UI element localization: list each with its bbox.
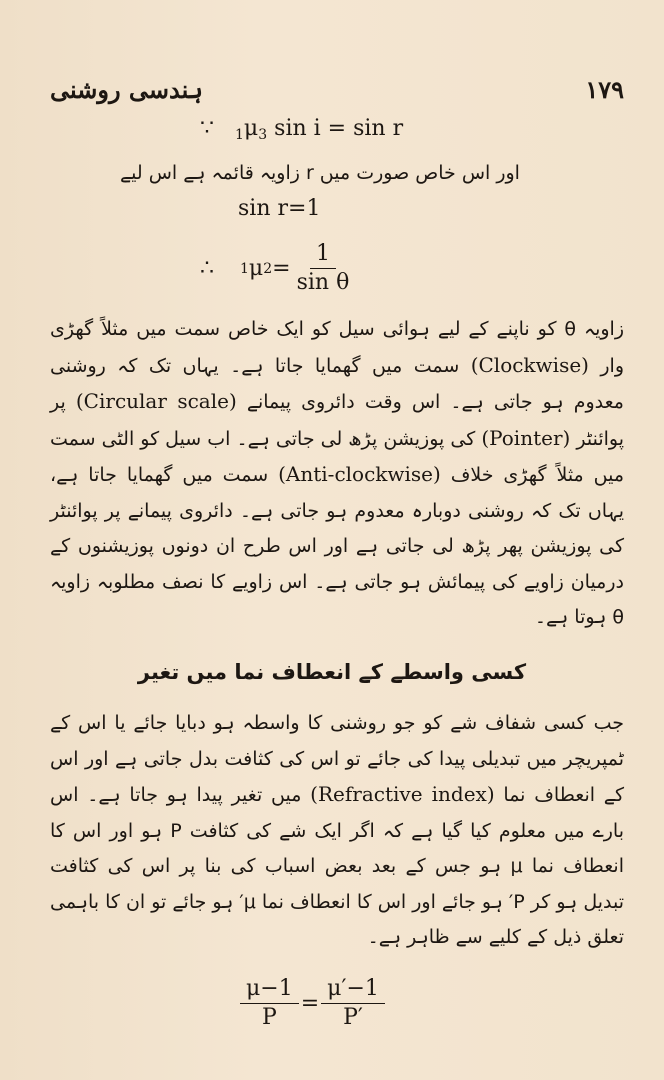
eq3-therefore-symbol: ∴ xyxy=(200,256,214,281)
intro-line: اور اس خاص صورت میں r زاویہ قائمہ ہے اس لیے xyxy=(120,162,520,184)
therefore-symbol: ∵ xyxy=(200,116,214,141)
equation-snell-1-3 xyxy=(200,116,403,143)
eq3-fraction xyxy=(291,240,356,297)
eq3-numerator: 1 xyxy=(310,240,336,269)
term-pointer: (Pointer) xyxy=(481,425,571,450)
paragraph-refractive-index xyxy=(50,706,624,956)
eq1-mu: μ xyxy=(243,116,259,141)
equation-density-relation xyxy=(240,975,385,1032)
term-circular-scale: (Circular scale) xyxy=(75,389,237,413)
eq1-prefix-subscript: 1 xyxy=(235,127,244,143)
page-number: ۱۷۹ xyxy=(585,74,624,104)
final-left-fraction xyxy=(240,975,299,1032)
para2-text-2: میں تغیر پیدا ہو جاتا ہے۔ اس بارے میں معلوم کیا گیا ہے کہ اگر ایک شے کی کثافت P ہو اور اس کا انعطاف نما μ ہو جس کے بعد بعض اسباب کی بنا پر اس کی کثافت تبدیل ہو کر P′ ہو جائے اور اس کا انعطاف نما μ′ ہو جائے تو ان کا باہمی تعلق ذیل کے کلیے سے ظاہر ہے۔ xyxy=(50,784,624,948)
eq1-subscript: 3 xyxy=(258,127,268,143)
para2-text-1: جب کسی شفاف شے کو جو روشنی کا واسطہ ہو دبایا جائے یا اس کے ٹمپریچر میں تبدیلی پیدا کی جائے تو اس کی کثافت بدل جاتی ہے اور اس کے انعطاف نما xyxy=(50,712,624,806)
section-heading: کسی واسطے کے انعطاف نما میں تغیر xyxy=(137,660,527,684)
paragraph-angle-measurement xyxy=(50,312,624,636)
final-left-numerator: μ−1 xyxy=(240,975,299,1004)
eq3-equals: = xyxy=(272,256,291,281)
eq1-rhs: sin i = sin r xyxy=(267,116,404,141)
eq3-prefix-subscript: 1 xyxy=(240,260,249,277)
eq3-subscript: 2 xyxy=(263,260,273,277)
final-right-fraction xyxy=(321,975,385,1032)
eq3-mu: μ xyxy=(248,256,264,281)
para1-text-3: پر پوائنٹر xyxy=(50,391,624,450)
term-refractive-index: (Refractive index) xyxy=(310,782,495,806)
page-header xyxy=(50,72,624,106)
para1-text-1: زاویہ θ کو ناپنے کے لیے ہوائی سیل کو ایک خاص سمت میں مثلاً گھڑی وار xyxy=(50,318,624,377)
final-right-denominator: P′ xyxy=(343,1005,363,1030)
equation-mu-1-2 xyxy=(200,240,355,297)
term-clockwise: (Clockwise) xyxy=(470,352,589,377)
running-title: ہندسی روشنی xyxy=(50,74,203,104)
final-left-denominator: P xyxy=(261,1005,277,1030)
para1-text-5: سمت میں گھمایا جاتا ہے، یہاں تک کہ روشنی دوبارہ معدوم ہو جاتی ہے۔ دائروی پیمانے پر پوائنٹر کی پوزیشن پھر پڑھ لی جاتی ہے اور اس طرح ان دونوں پوزیشنوں کے درمیان زاویے کی پیمائش ہو جاتی ہے۔ اس زاویے کا نصف مطلوبہ زاویہ θ ہوتا ہے۔ xyxy=(50,464,624,628)
term-anti-clockwise: (Anti-clockwise) xyxy=(278,462,441,486)
para1-text-4: کی پوزیشن پڑھ لی جاتی ہے۔ اب سیل کو الٹی سمت میں مثلاً گھڑی خلاف xyxy=(50,427,625,486)
equation-sin-r: sin r=1 xyxy=(238,196,321,221)
para1-text-2: سمت میں گھمایا جاتا ہے۔ یہاں تک کہ روشنی معدوم ہو جاتی ہے۔ اس وقت دائروی پیمانے xyxy=(50,354,624,413)
final-right-numerator: μ′−1 xyxy=(321,975,385,1004)
final-equals: = xyxy=(300,991,320,1016)
eq3-denominator: sin θ xyxy=(296,270,350,295)
